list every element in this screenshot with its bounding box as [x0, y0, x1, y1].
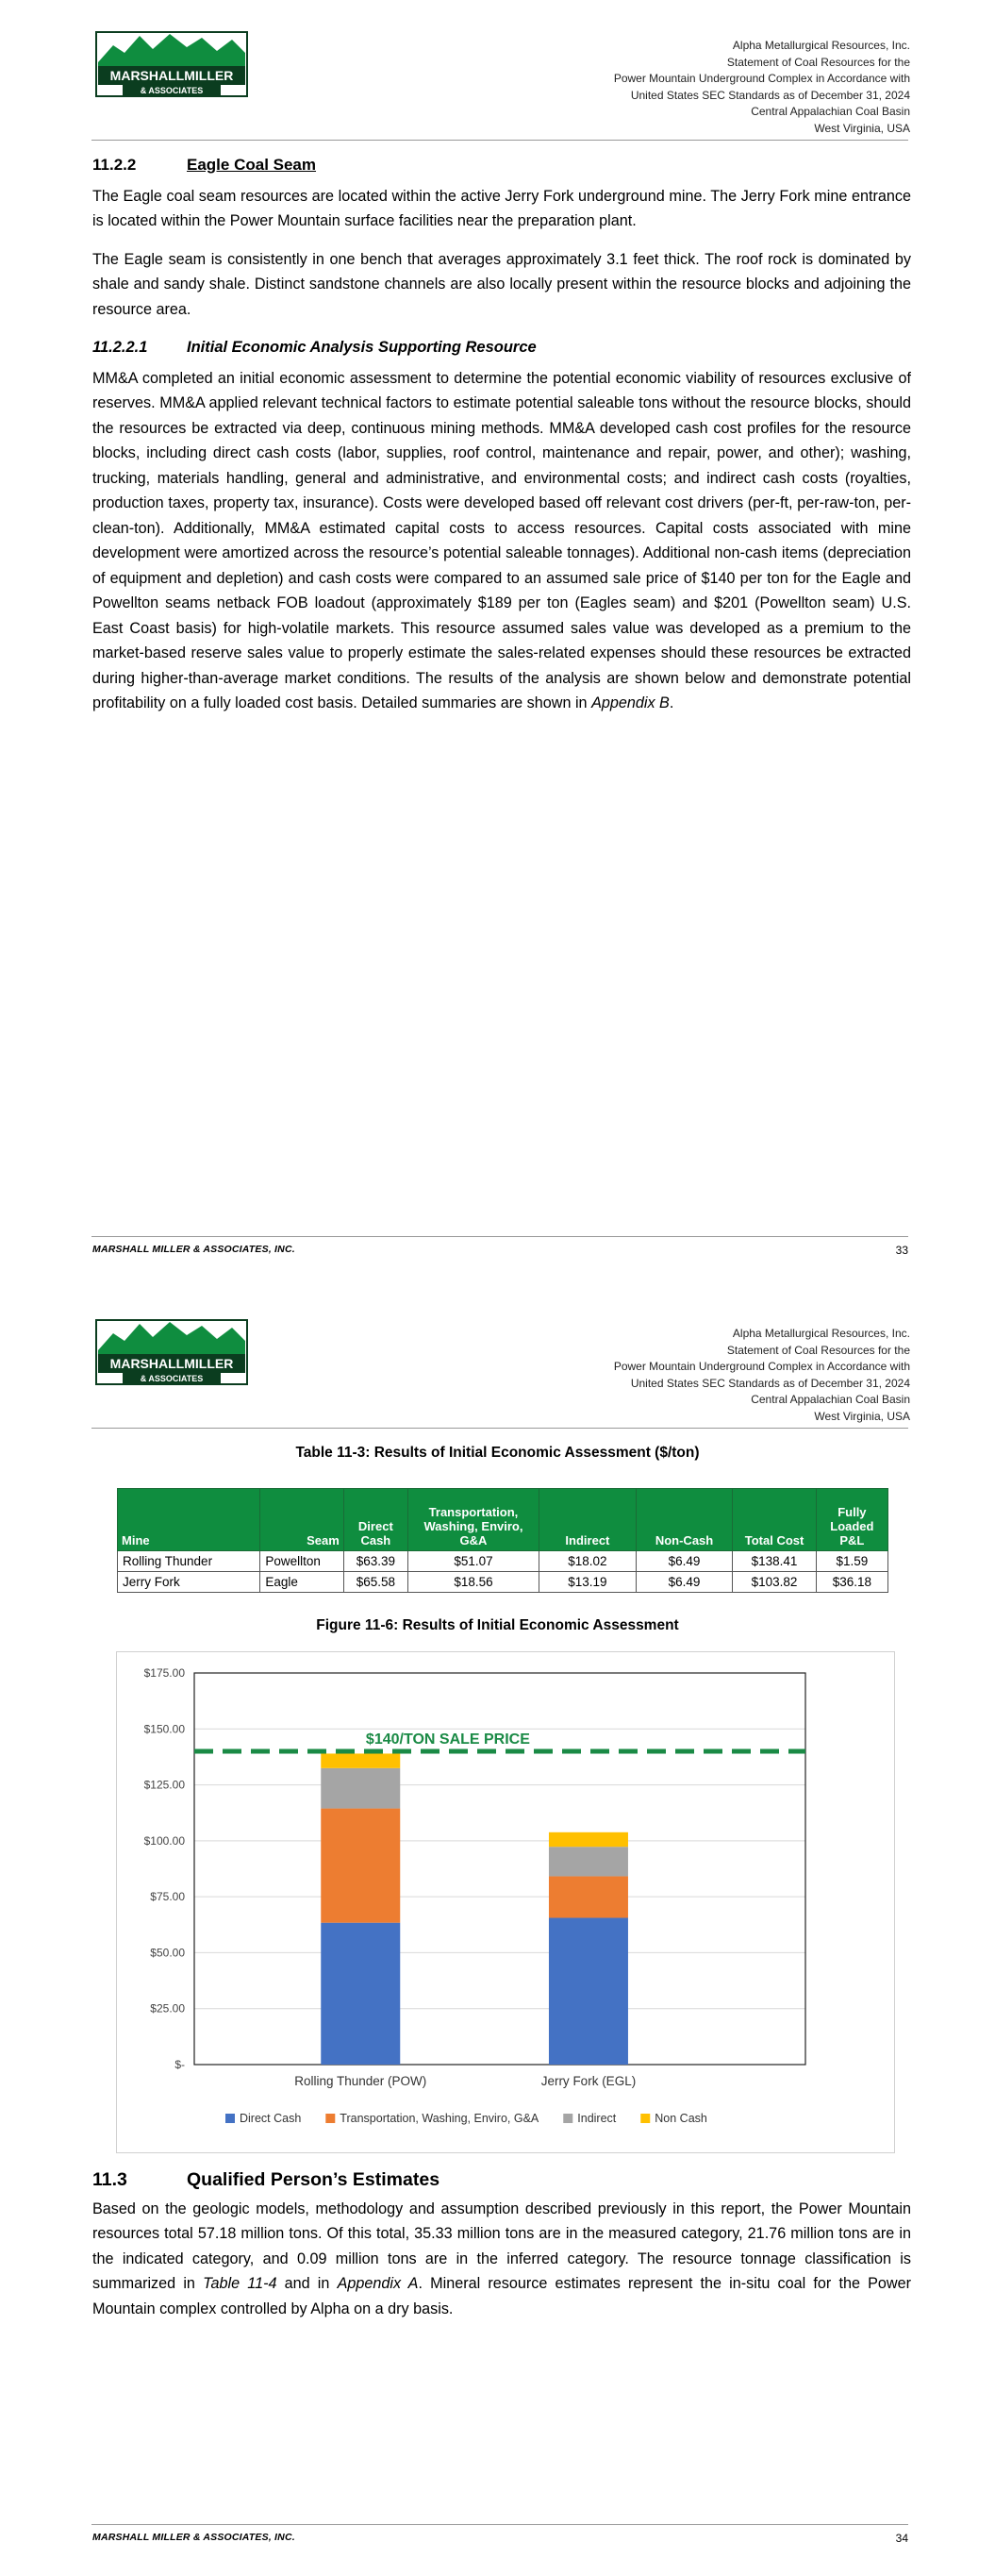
legend-label: Indirect	[577, 2112, 617, 2125]
economic-assessment-chart	[116, 1651, 895, 2153]
company-logo	[94, 1313, 250, 1388]
y-tick-label: $175.00	[143, 1666, 185, 1680]
appendix-a-reference: Appendix A	[337, 2275, 419, 2292]
page-33-body	[92, 153, 911, 729]
paragraph: The Eagle coal seam resources are located within the active Jerry Fork underground mine. The Jerry Fork mine entrance is located within the Power Mountain surface facilities near the preparation plant.	[92, 187, 911, 229]
company-logo	[94, 25, 250, 100]
document-header: Alpha Metallurgical Resources, Inc. Statement of Coal Resources for the Power Mountain Underground Complex in Accordance with United States SEC Standards as of December 31, 2024 Central Appalachian Coal Basin West Virginia, USA	[613, 39, 910, 135]
header-rule	[91, 140, 908, 141]
column-header: Direct Cash	[343, 1489, 407, 1551]
results-table	[117, 1488, 888, 1593]
footer-firm-name: MARSHALL MILLER & ASSOCIATES, INC.	[92, 2532, 295, 2543]
svg-text:& ASSOCIATES: & ASSOCIATES	[140, 1374, 204, 1383]
table-caption: Table 11-3: Results of Initial Economic Assessment ($/ton)	[295, 1445, 700, 1461]
legend-label: Non Cash	[655, 2112, 707, 2125]
column-header: Transportation, Washing, Enviro, G&A	[407, 1489, 539, 1551]
page-number: 33	[895, 1244, 908, 1257]
legend-label: Transportation, Washing, Enviro, G&A	[340, 2112, 539, 2125]
table-11-4-reference: Table 11-4	[203, 2275, 277, 2292]
bar-segment	[321, 1923, 400, 2065]
chart-svg	[117, 1652, 894, 2152]
x-tick-label: Jerry Fork (EGL)	[540, 2074, 637, 2088]
paragraph: MM&A completed an initial economic assessment to determine the potential economic viability of resources exclusive of reserves. MM&A applied relevant technical factors to estimate potential saleable tons without the resource blocks, should the resources be extracted via deep, continuous mining methods. MM&A developed cash cost profiles for the resource blocks, including direct cash costs (labor, supplies, roof control, maintenance and repair, power, and other); washing, trucking, materials handling, general and administrative, and environmental costs; and indirect cash costs (royalties, production taxes, property tax, insurance). Costs were developed based off relevant cost drivers (per-ft, per-raw-ton, per-clean-ton). Additionally, MM&A estimated capital costs to access resources. Capital costs associated with mine development were amortized across the resource’s potential saleable tonnages). Additional non-cash items (depreciation of equipment and depletion) and cash costs were compared to an assumed sale price of $140 per ton for the Eagle and Powellton seams netback FOB loadout (approximately $189 per ton (Eagles seam) and $201 (Powellton seam) U.S. East Coast basis) for high-volatile markets. This resource assumed sales value was developed as a premium to the market-based reserve sales value to properly estimate the sales-related expenses should these resources be extracted during higher-than-average market conditions. The results of the analysis are shown below and demonstrate potential profitability on a fully loaded cost basis. Detailed summaries are shown in Appendix B.	[92, 369, 911, 711]
bar-segment	[549, 1876, 628, 1917]
column-header: Non-Cash	[636, 1489, 733, 1551]
y-tick-label: $100.00	[143, 1833, 185, 1848]
bar-segment	[549, 1917, 628, 2065]
legend-swatch	[640, 2114, 650, 2123]
figure-caption: Figure 11-6: Results of Initial Economic Assessment	[316, 1617, 679, 1633]
footer-firm-name: MARSHALL MILLER & ASSOCIATES, INC.	[92, 1244, 295, 1255]
section-heading-11-3: 11.3 Qualified Person’s Estimates	[92, 2169, 440, 2190]
sale-price-label: $140/TON SALE PRICE	[365, 1731, 530, 1748]
y-tick-label: $25.00	[150, 2001, 185, 2016]
bar-segment	[321, 1768, 400, 1809]
bar-segment	[549, 1832, 628, 1847]
y-tick-label: $75.00	[150, 1890, 185, 1904]
column-header: Mine	[118, 1489, 260, 1551]
section-heading-11-2-2-1: 11.2.2.1 Initial Economic Analysis Supporting Resource	[92, 339, 537, 356]
bar-segment	[321, 1753, 400, 1767]
document-header: Alpha Metallurgical Resources, Inc. Statement of Coal Resources for the Power Mountain Underground Complex in Accordance with United States SEC Standards as of December 31, 2024 Central Appalachian Coal Basin West Virginia, USA	[613, 1327, 910, 1423]
table-row: Rolling Thunder Powellton $63.39 $51.07 $18.02 $6.49 $138.41 $1.59	[118, 1551, 888, 1572]
header-rule	[91, 1428, 908, 1429]
legend-swatch	[325, 2114, 335, 2123]
y-tick-label: $50.00	[150, 1946, 185, 1960]
column-header: Indirect	[539, 1489, 637, 1551]
section-heading-11-2-2: 11.2.2 Eagle Coal Seam	[92, 156, 317, 174]
svg-text:MARSHALLMILLER: MARSHALLMILLER	[109, 68, 234, 83]
appendix-b-reference: Appendix B	[591, 694, 670, 711]
svg-text:& ASSOCIATES: & ASSOCIATES	[140, 86, 204, 95]
column-header: Seam	[260, 1489, 343, 1551]
column-header: Total Cost	[733, 1489, 816, 1551]
table-header-row	[118, 1489, 888, 1551]
page-number: 34	[895, 2532, 908, 2545]
bar-segment	[321, 1809, 400, 1923]
column-header: Fully Loaded P&L	[816, 1489, 887, 1551]
paragraph: The Eagle seam is consistently in one bench that averages approximately 3.1 feet thick. The roof rock is dominated by shale and sandy shale. Distinct sandstone channels are also locally present within the resource blocks and adjoining the resource area.	[92, 250, 911, 318]
legend-swatch	[225, 2114, 235, 2123]
x-tick-label: Rolling Thunder (POW)	[294, 2074, 427, 2088]
paragraph: Based on the geologic models, methodology and assumption described previously in this report, the Power Mountain resources total 57.18 million tons. Of this total, 35.33 million tons are in the measured category, 21.76 million tons are in the indicated category, and 0.09 million tons are in the inferred category. The resource tonnage classification is summarized in Table 11-4 and in Appendix A. Mineral resource estimates represent the in-situ coal for the Power Mountain complex controlled by Alpha on a dry basis.	[92, 2200, 912, 2317]
legend-label: Direct Cash	[240, 2112, 302, 2125]
y-tick-label: $-	[174, 2058, 185, 2071]
svg-text:MARSHALLMILLER: MARSHALLMILLER	[109, 1356, 234, 1371]
bar-segment	[549, 1847, 628, 1876]
y-tick-label: $150.00	[143, 1722, 185, 1736]
legend-swatch	[563, 2114, 572, 2123]
footer-rule	[91, 1236, 908, 1237]
footer-rule	[91, 2524, 908, 2525]
page-34-body	[92, 2167, 911, 2334]
table-row: Jerry Fork Eagle $65.58 $18.56 $13.19 $6.49 $103.82 $36.18	[118, 1572, 888, 1593]
y-tick-label: $125.00	[143, 1778, 185, 1792]
